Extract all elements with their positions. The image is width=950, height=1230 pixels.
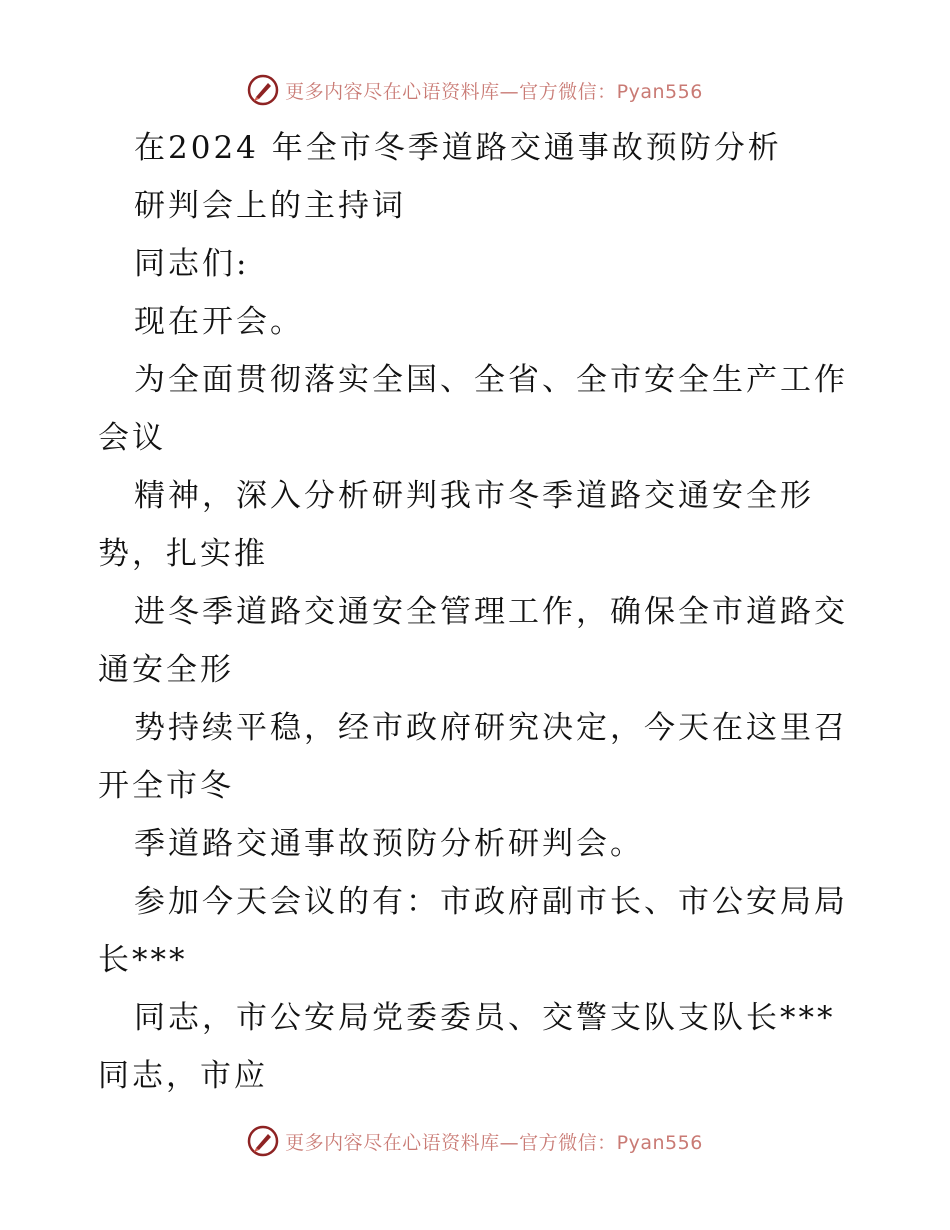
text-line: 势持续平稳，经市政府研究决定，今天在这里召 bbox=[134, 710, 848, 746]
text-line: 开全市冬 bbox=[98, 768, 234, 804]
text-line: 势，扎实推 bbox=[98, 536, 268, 572]
banner-text: 更多内容尽在心语资料库—官方微信：Pyan556 bbox=[285, 80, 703, 103]
footer-banner bbox=[0, 1124, 950, 1158]
text-line: 同志，市公安局党委委员、交警支队支队长*** bbox=[134, 1000, 836, 1036]
text-line: 季道路交通事故预防分析研判会。 bbox=[134, 826, 644, 862]
text-line: 为全面贯彻落实全国、全省、全市安全生产工作 bbox=[134, 362, 848, 398]
text-line: 研判会上的主持词 bbox=[134, 188, 406, 224]
header-banner bbox=[0, 73, 950, 107]
text-line: 会议 bbox=[98, 420, 166, 456]
text-line: 长*** bbox=[98, 942, 188, 978]
text-line: 同志们: bbox=[134, 246, 250, 282]
text-line: 进冬季道路交通安全管理工作，确保全市道路交 bbox=[134, 594, 848, 630]
pen-logo-icon bbox=[247, 1125, 279, 1157]
document-body bbox=[98, 124, 858, 1110]
text-line: 通安全形 bbox=[98, 652, 234, 688]
pen-logo-icon bbox=[247, 74, 279, 106]
text-line: 精神，深入分析研判我市冬季道路交通安全形 bbox=[134, 478, 814, 514]
banner-text: 更多内容尽在心语资料库—官方微信：Pyan556 bbox=[285, 1131, 703, 1154]
text-line: 同志，市应 bbox=[98, 1058, 268, 1094]
text-line: 在2024 年全市冬季道路交通事故预防分析 bbox=[134, 130, 782, 166]
text-line: 现在开会。 bbox=[134, 304, 304, 340]
text-line: 参加今天会议的有：市政府副市长、市公安局局 bbox=[134, 884, 848, 920]
